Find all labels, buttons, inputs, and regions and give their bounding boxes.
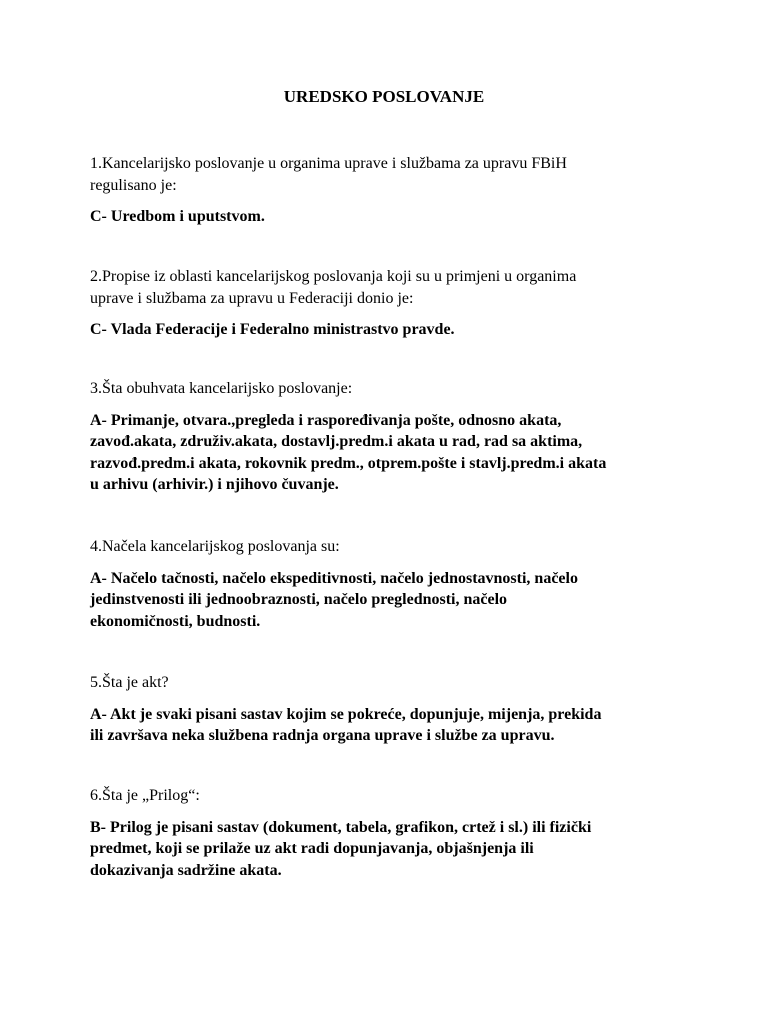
answer-3-line-1: A- Primanje, otvara.,pregleda i raspoređivanja pošte, odnosno akata, (90, 411, 562, 429)
answer-2 (90, 319, 690, 341)
answer-6-line-1: B- Prilog je pisani sastav (dokument, tabela, grafikon, crtež i sl.) ili fizički (90, 818, 592, 836)
question-2-line-1: 2.Propise iz oblasti kancelarijskog poslovanja koji su u primjeni u organima (90, 268, 577, 285)
answer-6-line-2: predmet, koji se prilaže uz akt radi dopunjavanja, objašnjenja ili (90, 840, 534, 857)
answer-4 (90, 568, 690, 633)
answer-4-line-1: A- Načelo tačnosti, načelo ekspeditivnosti, načelo jednostavnosti, načelo (90, 569, 578, 587)
question-6 (90, 785, 690, 807)
question-3-line-1: 3.Šta obuhvata kancelarijsko poslovanje: (90, 380, 353, 397)
question-2 (90, 266, 690, 309)
answer-4-line-2: jedinstvenosti ili jednoobraznosti, načelo preglednosti, načelo (90, 591, 508, 608)
question-4 (90, 536, 690, 558)
qa-item-2 (90, 266, 690, 341)
question-2-line-2: uprave i službama za upravu u Federaciji donio je: (90, 289, 414, 307)
answer-5-line-1: A- Akt je svaki pisani sastav kojim se pokreće, dopunjuje, mijenja, prekida (90, 705, 602, 723)
answer-1 (90, 206, 690, 228)
qa-item-4 (90, 536, 690, 632)
answer-3 (90, 410, 690, 496)
answer-6-line-3: dokazivanja sadržine akata. (90, 861, 282, 879)
question-4-line-1: 4.Načela kancelarijskog poslovanja su: (90, 538, 340, 555)
answer-3-line-4: u arhivu (arhivir.) i njihovo čuvanje. (90, 476, 339, 493)
answer-5 (90, 704, 690, 747)
answer-5-line-2: ili završava neka službena radnja organa uprave i službe za upravu. (90, 727, 555, 744)
question-3 (90, 378, 690, 400)
qa-item-5 (90, 672, 690, 747)
qa-item-6 (90, 785, 690, 881)
question-5 (90, 672, 690, 694)
question-1 (90, 153, 690, 196)
answer-3-line-2: zavođ.akata, združiv.akata, dostavlj.predm.i akata u rad, rad sa aktima, (90, 433, 583, 450)
answer-2-line-1: C- Vlada Federacije i Federalno ministrastvo pravde. (90, 321, 455, 338)
document-title: UREDSKO POSLOVANJE (283, 87, 485, 106)
qa-item-3 (90, 378, 690, 496)
question-6-line-1: 6.Šta je „Prilog“: (90, 787, 200, 804)
answer-3-line-3: razvođ.predm.i akata, rokovnik predm., otprem.pošte i stavlj.predm.i akata (90, 454, 607, 472)
answer-4-line-3: ekonomičnosti, budnosti. (90, 612, 261, 630)
qa-item-1 (90, 153, 690, 228)
answer-6 (90, 817, 690, 882)
question-1-line-2: regulisano je: (90, 176, 177, 194)
answer-1-line-1: C- Uredbom i uputstvom. (90, 208, 265, 225)
question-1-line-1: 1.Kancelarijsko poslovanje u organima uprave i službama za upravu FBiH (90, 155, 567, 172)
question-5-line-1: 5.Šta je akt? (90, 674, 169, 691)
